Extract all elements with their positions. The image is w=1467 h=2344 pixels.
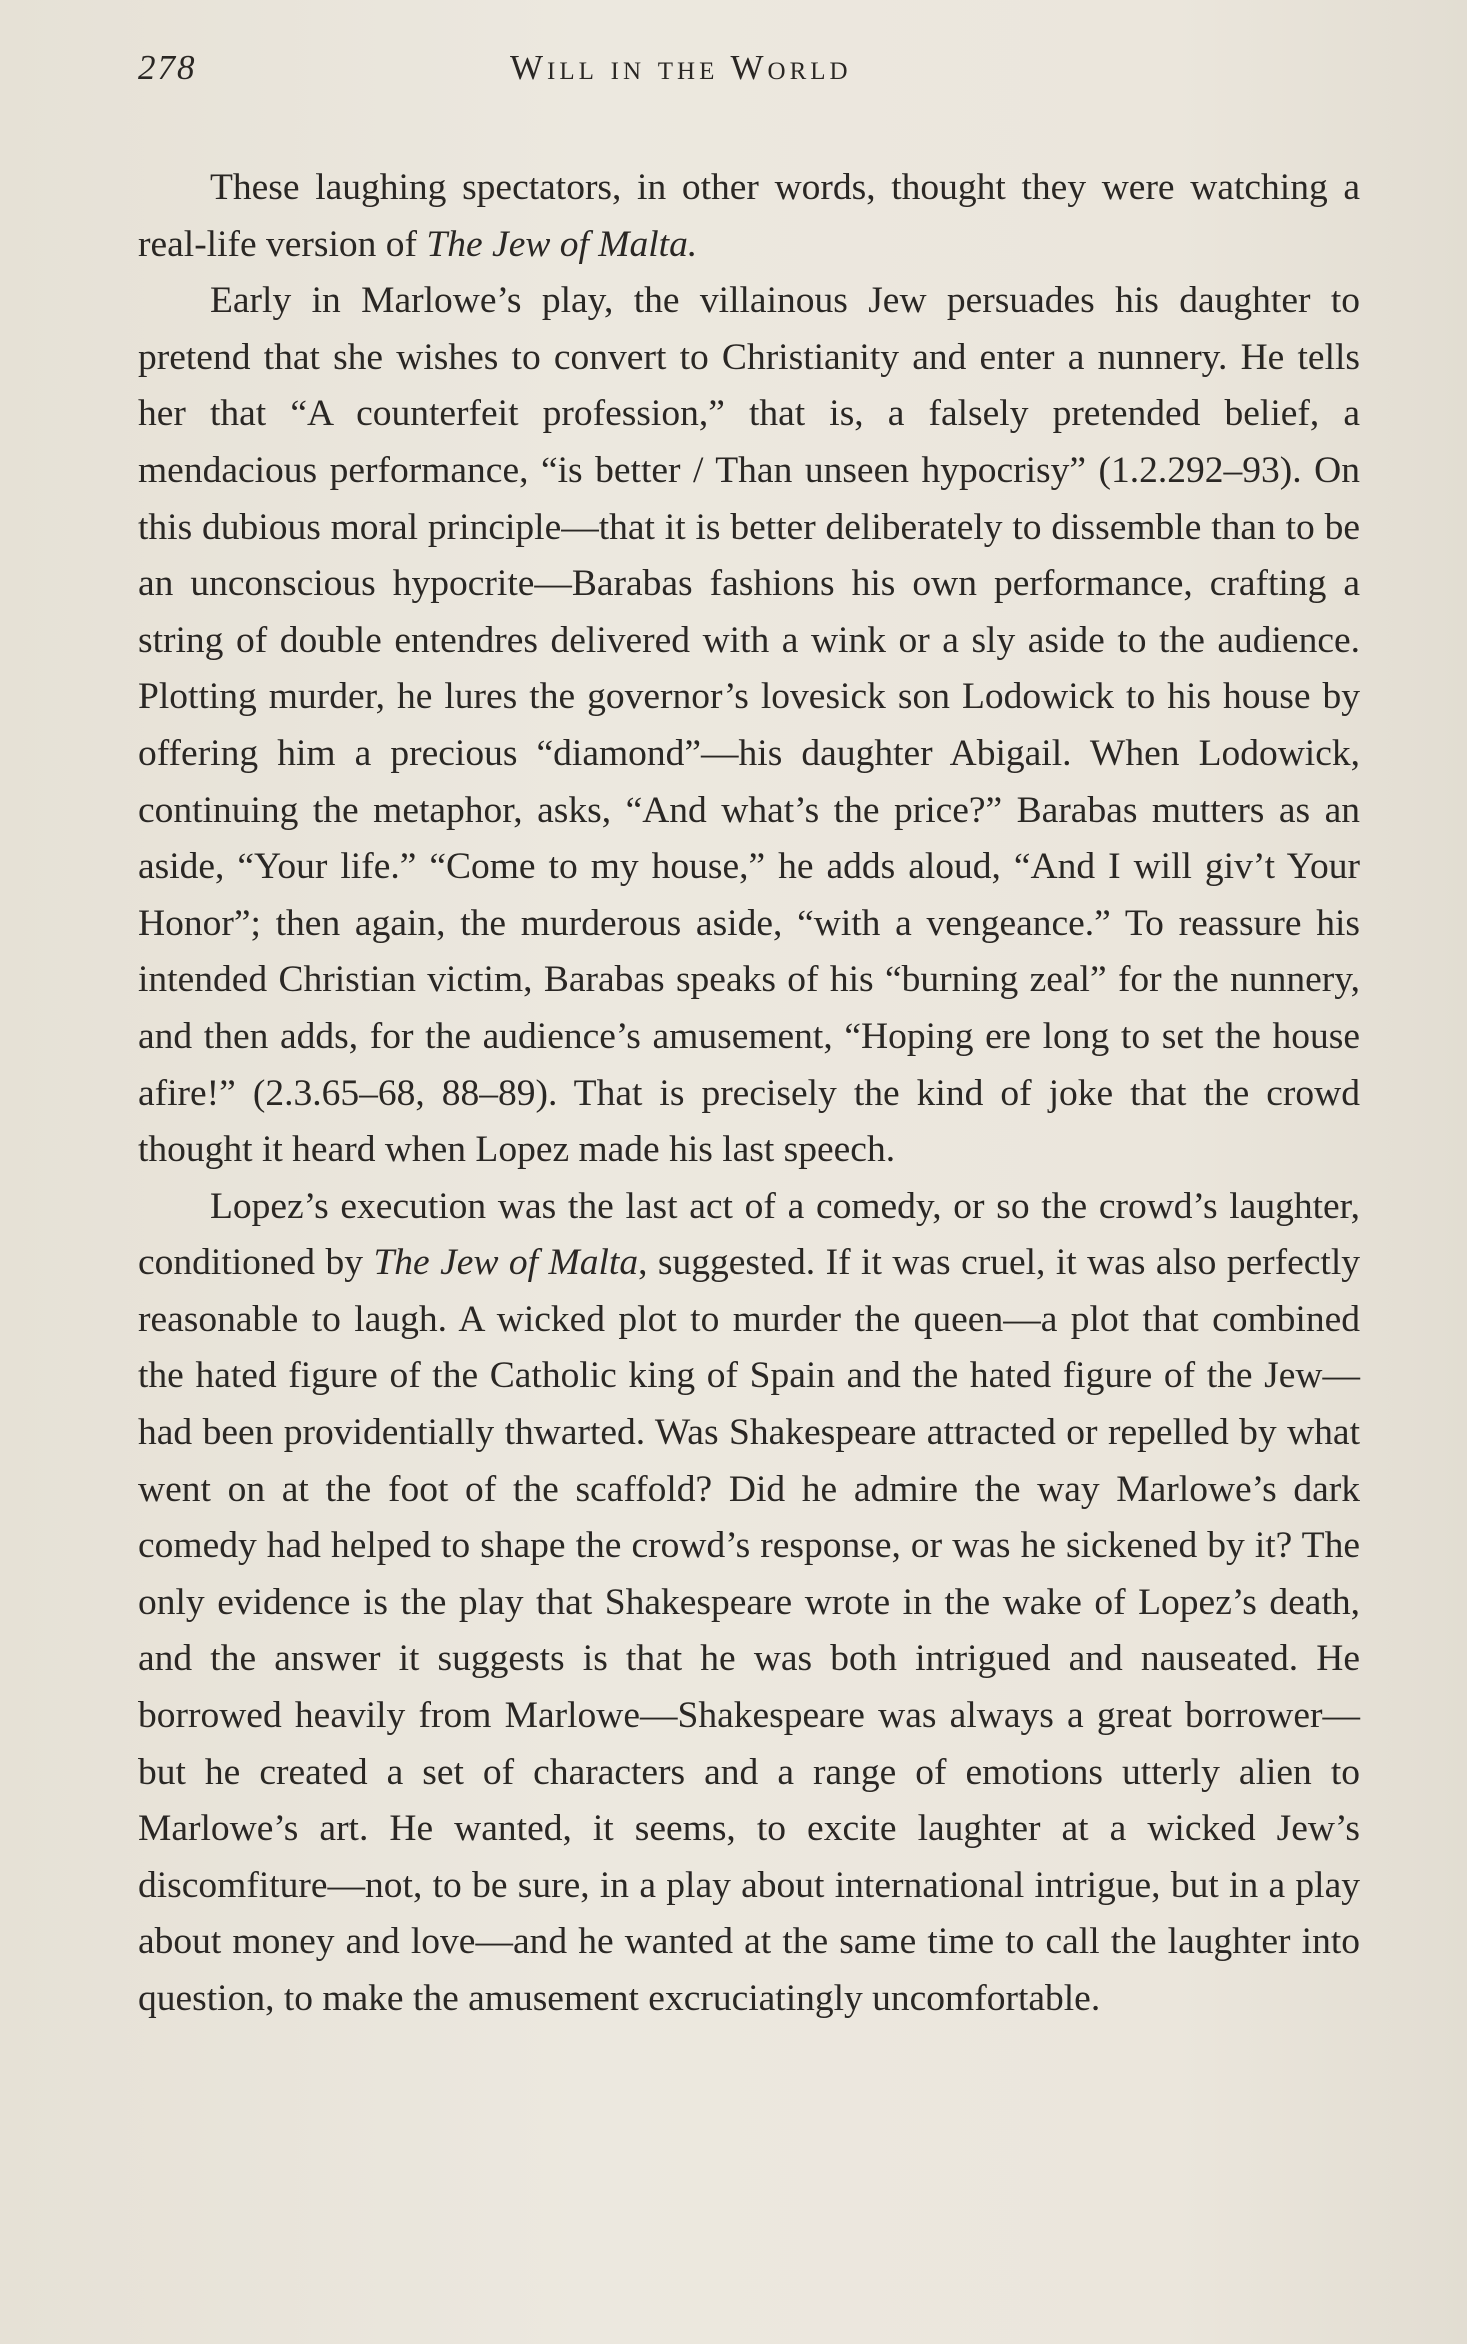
paragraph-3-text-start: Lopez’s execution was the last act of a comedy, or so the crowd’s laughter, conditioned by xyxy=(138,1185,1360,1284)
paragraph-2 xyxy=(138,273,1360,1179)
body-text xyxy=(138,160,1360,2028)
italic-play-title: The Jew of Malta. xyxy=(426,223,698,265)
running-head xyxy=(138,48,1360,98)
paragraph-1 xyxy=(138,160,1360,273)
page-number: 278 xyxy=(138,48,197,87)
running-head-title: Will in the World xyxy=(510,48,852,87)
paragraph-3 xyxy=(138,1179,1360,2028)
paragraph-3-text-rest: , suggested. If it was cruel, it was also perfectly reasonable to laugh. A wicked plot to murder the queen—a plot that combined the hated figure of the Catholic king of Spain and the hated figure of the Jew—had been providentially thwarted. Was Shakespeare attracted or repelled by what went on at the foot of the scaffold? Did he admire the way Marlowe’s dark comedy had helped to shape the crowd’s response, or was he sickened by it? The only evidence is the play that Shakespeare wrote in the wake of Lopez’s death, and the answer it suggests is that he was both intrigued and nauseated. He borrowed heavily from Marlowe—Shakespeare was always a great borrower—but he created a set of characters and a range of emotions utterly alien to Marlowe’s art. He wanted, it seems, to excite laughter at a wicked Jew’s discomfiture—not, to be sure, in a play about international intrigue, but in a play about money and love—and he wanted at the same time to call the laughter into question, to make the amusement excruciatingly uncomfortable. xyxy=(138,1242,1361,2019)
paragraph-2-text: Early in Marlowe’s play, the villainous Jew persuades his daughter to pretend that she wishes to convert to Christianity and enter a nunnery. He tells her that “A counterfeit profession,” that is, a falsely pretended belief, a mendacious performance, “is better / Than unseen hypocrisy” (1.2.292–93). On this dubious moral principle—that it is better deliberately to dissemble than to be an unconscious hypocrite—Barabas fashions his own performance, crafting a string of double entendres delivered with a wink or a sly aside to the audience. Plotting murder, he lures the governor’s lovesick son Lodowick to his house by offering him a precious “diamond”—his daughter Abigail. When Lodowick, continuing the metaphor, asks, “And what’s the price?” Barabas mutters as an aside, “Your life.” “Come to my house,” he adds aloud, “And I will giv’t Your Honor”; then again, the murderous aside, “with a vengeance.” To reassure his intended Christian victim, Barabas speaks of his “burning zeal” for the nunnery, and then adds, for the audience’s amusement, “Hoping ere long to set the house afire!” (2.3.65–68, 88–89). That is precisely the kind of joke that the crowd thought it heard when Lopez made his last speech. xyxy=(138,280,1360,1171)
paragraph-1-text: These laughing spectators, in other words, thought they were watching a real-life version of xyxy=(138,167,1360,265)
italic-play-title: The Jew of Malta xyxy=(373,1242,639,1284)
